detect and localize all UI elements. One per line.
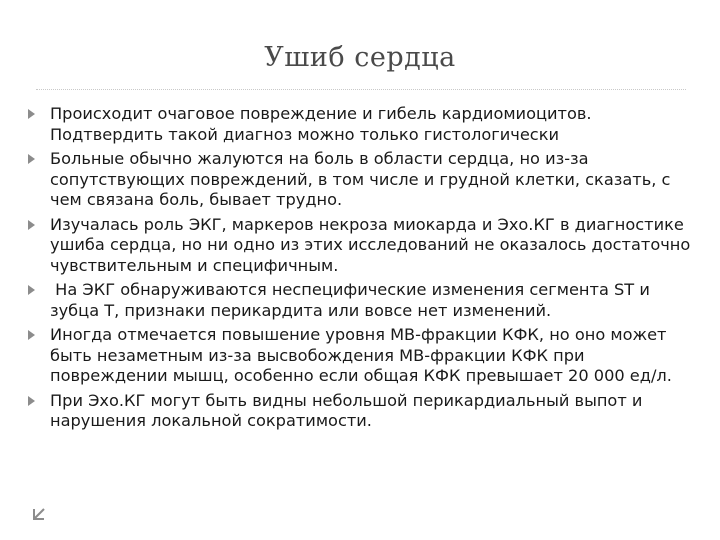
triangle-bullet-icon <box>28 285 35 295</box>
bullet-item <box>26 325 696 387</box>
bullet-text: Изучалась роль ЭКГ, маркеров некроза миокарда и Эхо.КГ в диагностике ушиба сердца, но ни одно из этих исследований не оказалось достаточно чувствительным и специфичным. <box>50 214 691 275</box>
bullet-item <box>26 104 696 145</box>
bullet-item <box>26 280 696 321</box>
bullet-item <box>26 391 696 432</box>
triangle-bullet-icon <box>28 154 35 164</box>
bullet-text: Больные обычно жалуются на боль в области сердца, но из-за сопутствующих повреждений, в том числе и грудной клетки, сказать, с чем связана боль, бывает трудно. <box>50 149 671 209</box>
triangle-bullet-icon <box>28 396 35 406</box>
bullet-text: При Эхо.КГ могут быть видны небольшой перикардиальный выпот и нарушения локальной сократимости. <box>50 390 643 430</box>
bullet-item <box>26 149 696 211</box>
title-divider <box>36 89 686 90</box>
triangle-bullet-icon <box>28 220 35 230</box>
triangle-bullet-icon <box>28 330 35 340</box>
bullet-text: Иногда отмечается повышение уровня MB-фракции КФК, но оно может быть незаметным из-за высвобождения MB-фракции КФК при повреждении мышц, особенно если общая КФК превышает 20 000 ед/л. <box>50 325 672 385</box>
slide-title: Ушиб сердца <box>264 42 456 73</box>
diagonal-arrow-icon[interactable] <box>30 505 48 523</box>
bullet-list <box>26 104 696 436</box>
bullet-text: Происходит очаговое повреждение и гибель кардиомиоцитов. Подтвердить такой диагноз можно только гистологически <box>50 104 592 144</box>
bullet-text: На ЭКГ обнаруживаются неспецифические изменения сегмента ST и зубца T, признаки перикардита или вовсе нет изменений. <box>50 280 655 320</box>
triangle-bullet-icon <box>28 109 35 119</box>
bullet-item <box>26 215 696 277</box>
